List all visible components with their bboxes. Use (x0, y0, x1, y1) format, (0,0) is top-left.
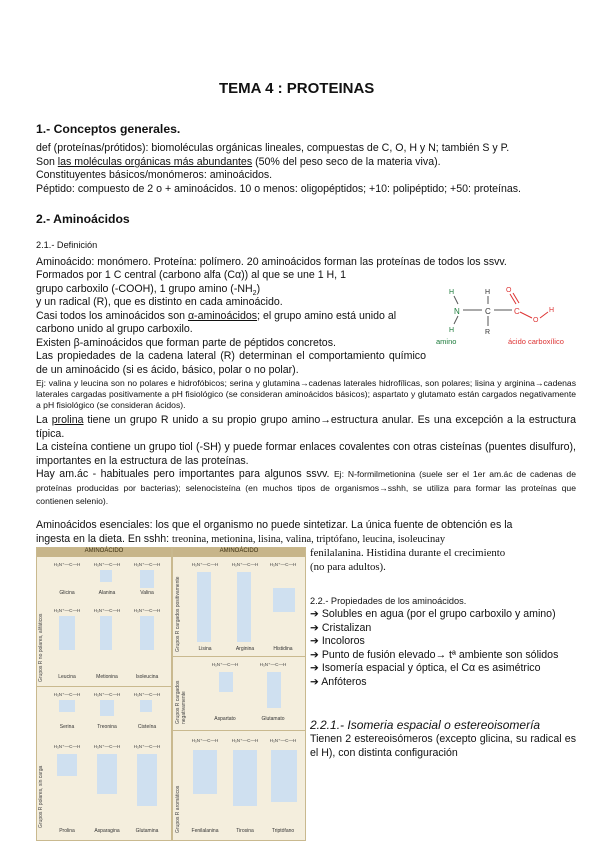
s2-sub-heading: 2.1.- Definición (36, 240, 98, 250)
s2-p4: y un radical (R), que es distinto en cada aminoácido. (36, 296, 283, 308)
aa-treonina: Treonina (97, 724, 117, 730)
aa-tirosina: Tirosina (236, 828, 254, 834)
diagram-R: R (485, 329, 491, 336)
table-header-left: AMINOÁCIDO (37, 548, 171, 557)
aa-arginina: Arginina (235, 646, 255, 652)
diagram-O-single: O (533, 317, 539, 324)
aa-lisina: Lisina (198, 646, 212, 652)
s2-special: Hay am.ác - habituales pero importantes para algunos ssvv. Ej: N-formilmetionina (suele ser el 1er am.ác de cadenas de proteínas producidas por bacterias); selenocisteína (en muchos tipos de organismos→sshh, se utiliza para formar las proteínas que contienen selenio). (36, 468, 576, 507)
essential-aa-line4: (no para adultos). (310, 561, 386, 573)
page-title: TEMA 4 : PROTEINAS (219, 80, 375, 97)
aa-prolina: Prolina (59, 828, 75, 834)
s1-abundance: Son las moléculas orgánicas más abundantes (50% del peso seco de la materia viva). (36, 156, 441, 168)
diagram-amino-label: amino (436, 337, 457, 346)
prop-item: ➔ Cristalizan (310, 621, 372, 634)
aa-serina: Serina (59, 724, 75, 730)
diagram-O-double: O (506, 287, 512, 294)
s1-definition: def (proteínas/prótidos): biomoléculas orgánicas lineales, compuestas de C, O, H y N; también S y P. (36, 142, 510, 154)
aa-leucina: Leucina (58, 674, 76, 680)
essential-aa-line2: ingesta en la dieta. En sshh: treonina, metionina, lisina, valina, triptófano, leucina, isoleucinay (36, 533, 446, 545)
diagram-C-carboxyl: C (514, 307, 520, 316)
aa-cisteina: Cisteína (137, 724, 157, 730)
diagram-acid-label: ácido carboxílico (508, 337, 564, 346)
aa-alanina: Alanina (98, 590, 116, 596)
s2-p8: Las propiedades de la cadena lateral (R) determinan el comportamiento químico de un aminoácido (si es ácido, básico, polar o no polar). (36, 350, 426, 376)
prop-item: ➔ Solubles en agua (por el grupo carboxilo y amino) (310, 608, 556, 620)
section-1-heading: 1.- Conceptos generales. (36, 122, 181, 136)
aa-asparagina: Asparagina (94, 828, 120, 834)
props-heading: 2.2.- Propiedades de los aminoácidos. (310, 596, 467, 606)
s1-monomers: Constituyentes básicos/monómeros: aminoácidos. (36, 169, 273, 181)
prop-item: ➔ Isomería espacial y óptica, el Cα es asimétrico (310, 662, 541, 675)
s2-p7: Existen β-aminoácidos que forman parte de péptidos concretos. (36, 337, 336, 349)
diagram-N: N (454, 307, 460, 316)
s2-examples: Ej: valina y leucina son no polares e hidrofóbicos; serina y glutamina→cadenas laterales hidrofílicas, son polares; lisina y arginina→cadenas laterales cargadas positivamente a pH fisiológico (se consideran aminoácidos básicos); aspartato y glutamato están cargados negativamente a pH fisiológico (se consideran ácidos). (36, 378, 576, 411)
props-list (310, 608, 578, 690)
table-header-right: AMINOÁCIDO (173, 548, 305, 557)
prop-item: ➔ Punto de fusión elevado→ tª ambiente son sólidos (310, 648, 559, 661)
aa-glicina: Glicina (59, 590, 75, 596)
aa-metionina: Metionina (96, 674, 118, 680)
aa-valina: Valina (140, 590, 154, 596)
s2-p3: grupo carboxilo (-COOH), 1 grupo amino $(-NH_2)$ (36, 283, 261, 298)
aa-glutamina: Glutamina (135, 828, 159, 834)
aa-fenilalanina: Fenilalanina (191, 828, 219, 834)
aa-glutamato: Glutamato (261, 716, 285, 722)
prop-item: ➔ Anfóteros (310, 675, 367, 688)
isomeria-heading: 2.2.1.- Isomeria espacial o estereoisomería (310, 718, 541, 732)
s1-peptide: Péptido: compuesto de 2 o + aminoácidos. 10 o menos: oligopéptidos; +10: polipéptido; +50: proteínas. (36, 183, 521, 195)
s2-cisteina: La cisteína contiene un grupo tiol (-SH) y puede formar enlaces covalentes con otras cisteínas (puentes disulfuro), importantes en la estructura de las proteínas. (36, 441, 576, 467)
aa-aspartato: Aspartato (214, 716, 236, 722)
aa-histidina: Histidina (273, 646, 293, 652)
essential-aa-line3: fenilalanina. Histidina durante el crecimiento (310, 547, 506, 559)
isomeria-text: Tienen 2 estereoisómeros (excepto glicina, su radical es el H), con distinta configuración (310, 733, 576, 759)
diagram-C-alpha: C (485, 307, 491, 316)
amino-acid-table: AMINOÁCIDO AMINOÁCIDO Grupos R no polares, alifáticos Grupos R polares, sin carga Grupos R cargados positivamente Grupos R cargados negativamente Grupos R aromáticos H₃N⁺—C—H H₃N⁺—C—H H₃N⁺—C—H Glicina Alanina Valina H₃N⁺—C—H H₃N⁺—C—H H₃N⁺—C—H Leucina Metionina Isoleucina H₃N⁺—C—H H₃N⁺—C—H H₃N⁺—C—H Serina Treonina Cisteína H₃N⁺—C—H H₃N⁺—C—H H₃N⁺—C—H Prolina Asparagina Glutamina H₃N⁺—C—H H₃N⁺—C—H H₃N⁺—C—H Lisina Arginina Histidina H₃N⁺—C—H H₃N⁺—C—H Aspartato Glutamato H₃N⁺—C—H H₃N⁺—C—H H₃N⁺—C—H Fenilalanina Tirosina Triptófano (36, 547, 306, 841)
group-positive: Grupos R cargados positivamente (175, 576, 181, 652)
prop-item: ➔ Incoloros (310, 635, 365, 648)
s2-p5: Casi todos los aminoácidos son α-aminoácidos; el grupo amino está unido al (36, 310, 397, 322)
group-nonpolar: Grupos R no polares, alifáticos (38, 613, 44, 682)
diagram-H2: H (449, 327, 455, 334)
group-aromatic: Grupos R aromáticos (175, 785, 181, 833)
diagram-H3: H (549, 307, 555, 314)
aa-triptofano: Triptófano (271, 828, 295, 834)
s2-p1: Aminoácido: monómero. Proteína: polímero. 20 aminoácidos forman las proteínas de todos los ssvv. (36, 256, 507, 268)
s2-p6: carbono unido al grupo carboxilo. (36, 323, 193, 335)
diagram-H-top: H (485, 289, 491, 296)
aa-isoleucina: Isoleucina (135, 674, 159, 680)
diagram-H1: H (449, 289, 455, 296)
section-2-heading: 2.- Aminoácidos (36, 212, 130, 226)
group-negative: Grupos R cargados negativamente (175, 680, 187, 724)
amino-acid-structure-diagram (430, 282, 580, 354)
essential-aa-line1: Aminoácidos esenciales: los que el organismo no puede sintetizar. La única fuente de obtención es la (36, 519, 513, 531)
s2-prolina: La prolina tiene un grupo R unido a su propio grupo amino→estructura anular. Es una excepción a la estructura típica. (36, 414, 577, 440)
group-polar: Grupos R polares, sin carga (38, 765, 44, 828)
s2-p2: Formados por 1 C central (carbono alfa (Cα)) al que se une 1 H, 1 (36, 269, 346, 281)
